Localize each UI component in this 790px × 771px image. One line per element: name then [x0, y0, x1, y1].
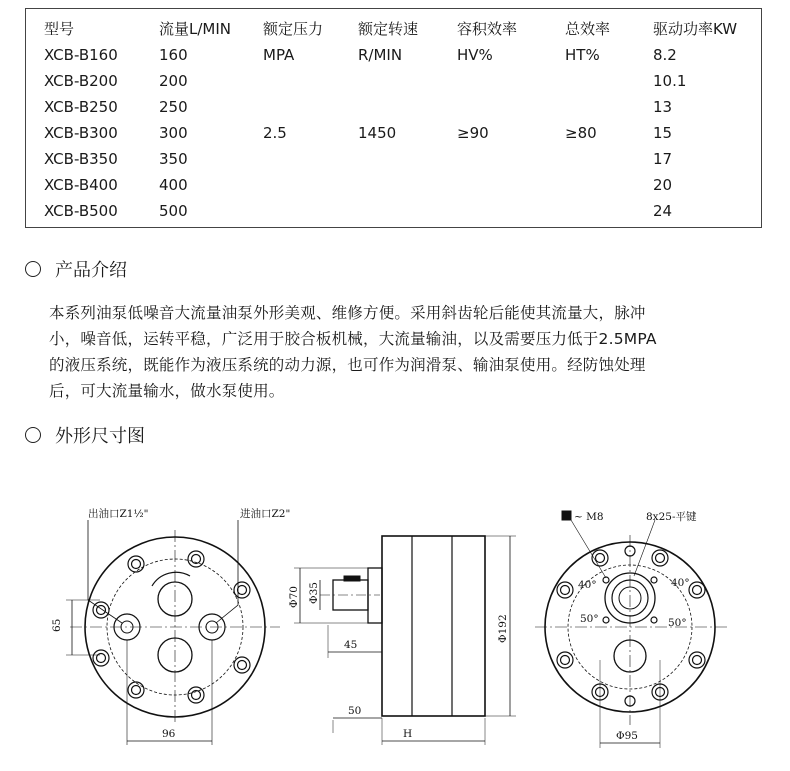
header-speed: 额定转速 — [358, 20, 419, 38]
header-power: 驱动功率KW — [653, 20, 738, 38]
side-view — [294, 536, 516, 745]
circle-bullet-icon — [25, 261, 41, 277]
unit-vol-eff: HV% — [457, 46, 493, 64]
dim-96-label: 96 — [162, 728, 176, 740]
header-flow: 流量L/MIN — [159, 20, 231, 38]
thread-label: ~ M8 — [574, 511, 604, 523]
model-cell: XCB-B200 — [44, 72, 118, 90]
flow-cell: 160 — [159, 46, 188, 64]
pressure-value: 2.5 — [263, 124, 287, 142]
dim-H-label: H — [403, 728, 413, 740]
front-view — [66, 520, 280, 745]
model-cell: XCB-B400 — [44, 176, 118, 194]
outlet-port-label: 出油口Z1½" — [88, 508, 149, 520]
model-cell: XCB-B160 — [44, 46, 118, 64]
flow-cell: 200 — [159, 72, 188, 90]
power-cell: 13 — [653, 98, 673, 116]
intro-paragraph — [49, 300, 775, 404]
dim-phi192-label: Φ192 — [497, 614, 509, 643]
angle-40-right-label: 40° — [671, 577, 690, 589]
angle-50-left-label: 50° — [580, 613, 599, 625]
power-cell: 15 — [653, 124, 673, 142]
total-eff-value: ≥80 — [565, 124, 597, 142]
unit-total-eff: HT% — [565, 46, 600, 64]
dim-phi70-label: Φ70 — [288, 586, 300, 608]
section-title-intro — [25, 259, 127, 283]
speed-value: 1450 — [358, 124, 397, 142]
dim-50-label: 50 — [348, 705, 362, 717]
flow-cell: 350 — [159, 150, 188, 168]
angle-40-left-label: 40° — [578, 579, 597, 591]
dim-phi35-label: Φ35 — [308, 582, 320, 604]
section-intro-label: 产品介绍 — [55, 260, 127, 281]
intro-line: 本系列油泵低噪音大流量油泵外形美观、维修方便。采用斜齿轮后能使其流量大，脉冲 — [49, 304, 646, 322]
model-cell: XCB-B350 — [44, 150, 118, 168]
dimension-drawing — [0, 480, 790, 771]
header-model: 型号 — [44, 20, 75, 38]
header-vol-eff: 容积效率 — [457, 20, 518, 38]
flow-cell: 400 — [159, 176, 188, 194]
vol-eff-value: ≥90 — [457, 124, 489, 142]
dim-65-label: 65 — [51, 618, 63, 632]
dim-phi95-label: Φ95 — [616, 730, 638, 742]
flow-cell: 500 — [159, 202, 188, 220]
unit-speed: R/MIN — [358, 46, 403, 64]
spec-table — [25, 8, 762, 228]
section-title-dimensions — [25, 425, 145, 449]
model-cell: XCB-B250 — [44, 98, 118, 116]
angle-50-right-label: 50° — [668, 617, 687, 629]
circle-bullet-icon — [25, 427, 41, 443]
header-pressure: 额定压力 — [263, 20, 324, 38]
dim-45-label: 45 — [344, 639, 358, 651]
section-dimensions-label: 外形尺寸图 — [55, 426, 145, 447]
model-cell: XCB-B500 — [44, 202, 118, 220]
key-label: 8x25-平键 — [646, 511, 697, 523]
power-cell: 20 — [653, 176, 673, 194]
flow-cell: 250 — [159, 98, 188, 116]
intro-line: 后，可大流量输水，做水泵使用。 — [49, 382, 285, 400]
power-cell: 8.2 — [653, 46, 677, 64]
inlet-port-label: 进油口Z2" — [240, 508, 291, 520]
model-cell: XCB-B300 — [44, 124, 118, 142]
rear-view — [535, 511, 728, 748]
header-total-eff: 总效率 — [565, 20, 611, 38]
intro-line: 的液压系统，既能作为液压系统的动力源，也可作为润滑泵、输油泵使用。经防蚀处理 — [49, 356, 646, 374]
unit-pressure: MPA — [263, 46, 295, 64]
power-cell: 17 — [653, 150, 673, 168]
flow-cell: 300 — [159, 124, 188, 142]
intro-line: 小，噪音低，运转平稳，广泛用于胶合板机械，大流量输油，以及需要压力低于2.5MPA — [49, 330, 657, 348]
power-cell: 10.1 — [653, 72, 687, 90]
power-cell: 24 — [653, 202, 673, 220]
